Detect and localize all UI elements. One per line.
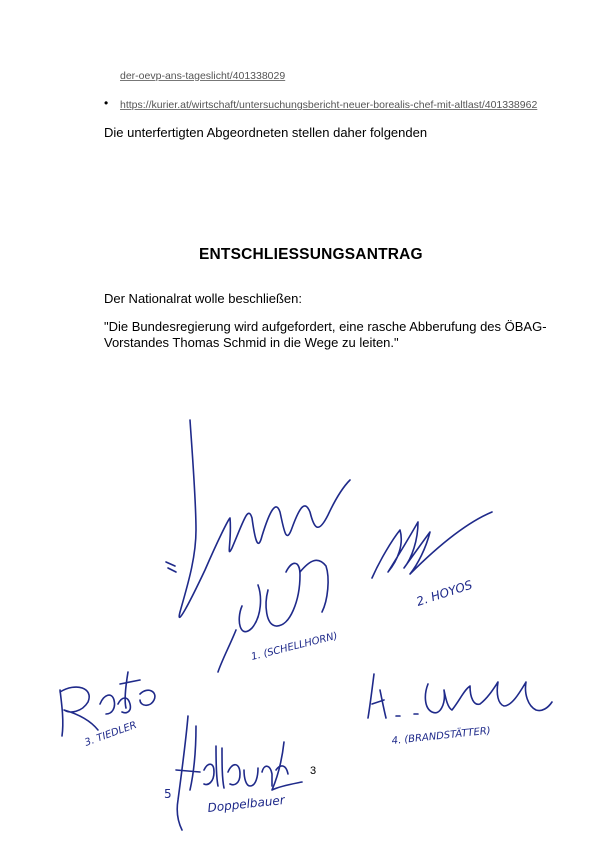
page-title: ENTSCHLIESSUNGSANTRAG [199,246,423,263]
signature-hoyos [372,512,492,578]
signature-label-schellhorn: 1. (SCHELLHORN) [250,630,339,663]
page-number: 3 [310,765,317,777]
signature-label-hoyos: 2. HOYOS [414,577,475,609]
signature-doppelbauer [176,716,302,830]
link-continuation[interactable]: der-oevp-ans-tageslicht/401338029 [120,70,286,82]
signature-number-5: 5 [164,787,172,801]
signature-label-doppelbauer: Doppelbauer [206,792,286,815]
signature-label-tiedler: 3. TIEDLER [83,719,139,749]
resolution-line-2: Vorstandes Thomas Schmid in die Wege zu leiten." [104,335,399,350]
link-kurier[interactable]: https://kurier.at/wirtschaft/untersuchungsbericht-neuer-borealis-chef-mit-altlast/401338962 [120,99,538,111]
resolution-lead: Der Nationalrat wolle beschließen: [104,291,302,306]
bullet-dot: • [104,96,109,110]
signature-brandstaetter [368,674,552,718]
signature-label-brandstaetter: 4. (BRANDSTÄTTER) [391,725,492,747]
signature-tiedler [60,672,155,736]
resolution-line-1: "Die Bundesregierung wird aufgefordert, eine rasche Abberufung des ÖBAG- [104,319,547,334]
intro-paragraph: Die unterfertigten Abgeordneten stellen daher folgenden [104,125,428,140]
